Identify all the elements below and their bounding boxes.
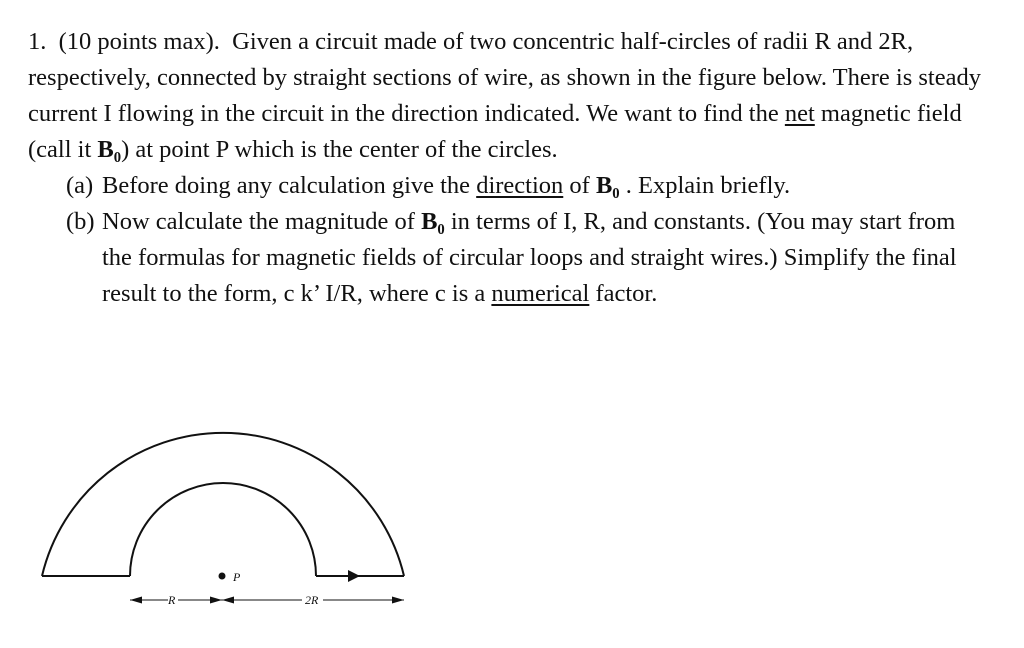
circuit-diagram bbox=[30, 380, 430, 620]
part-b-marker: (b) bbox=[66, 208, 95, 235]
intro-net-underlined: net bbox=[784, 100, 815, 127]
part-b bbox=[28, 204, 988, 312]
part-a-direction-underlined: direction bbox=[476, 172, 564, 199]
part-b-b0-symbol: B₀ bbox=[421, 208, 445, 235]
intro-text-3: ) at point P which is the center of the circles. bbox=[121, 136, 558, 163]
intro-b0-symbol: B₀ bbox=[97, 136, 122, 163]
dim-2r-label: 2R bbox=[305, 593, 319, 607]
intro-text-2: magnetic field (call it bbox=[28, 100, 962, 163]
problem-number: 1. bbox=[28, 28, 47, 55]
problem-points: (10 points max). bbox=[58, 28, 220, 55]
part-b-text-3: factor. bbox=[589, 280, 658, 307]
part-a-text-2: of bbox=[563, 172, 596, 199]
part-b-text-2: in terms of I, R, and constants. (You may start from the formulas for magnetic fields of circular loops and straight wires.) Simplify the final result to the form, c k’ I/R, where c is a bbox=[102, 208, 957, 307]
dim-r-arrow-left-icon bbox=[130, 597, 142, 604]
part-a-text-3: . Explain briefly. bbox=[619, 172, 791, 199]
dim-r-arrow-right-icon bbox=[210, 597, 222, 604]
problem-intro bbox=[28, 24, 988, 168]
part-a-text-1: Before doing any calculation give the bbox=[102, 172, 477, 199]
intro-text-1: Given a circuit made of two concentric half-circles of radii R and 2R, respectively, connected by straight sections of wire, as shown in the figure below. There is steady current I flowing in the circuit in the direction indicated. We want to find the bbox=[28, 28, 981, 127]
dim-r-label: R bbox=[168, 593, 176, 607]
part-b-text-1: Now calculate the magnitude of bbox=[102, 208, 422, 235]
dim-2r-arrow-right-icon bbox=[392, 597, 404, 604]
part-a-b0-symbol: B₀ bbox=[595, 172, 620, 199]
point-p-dot bbox=[219, 573, 226, 580]
part-a bbox=[28, 168, 988, 204]
point-p-label: P bbox=[233, 570, 241, 584]
current-direction-arrow bbox=[348, 570, 360, 582]
problem-statement bbox=[28, 24, 988, 312]
part-a-marker: (a) bbox=[66, 172, 94, 199]
outer-semicircle-wire bbox=[42, 433, 404, 576]
part-b-numerical-underlined: numerical bbox=[491, 280, 590, 307]
inner-semicircle-wire bbox=[130, 483, 316, 576]
circuit-figure bbox=[30, 380, 430, 620]
